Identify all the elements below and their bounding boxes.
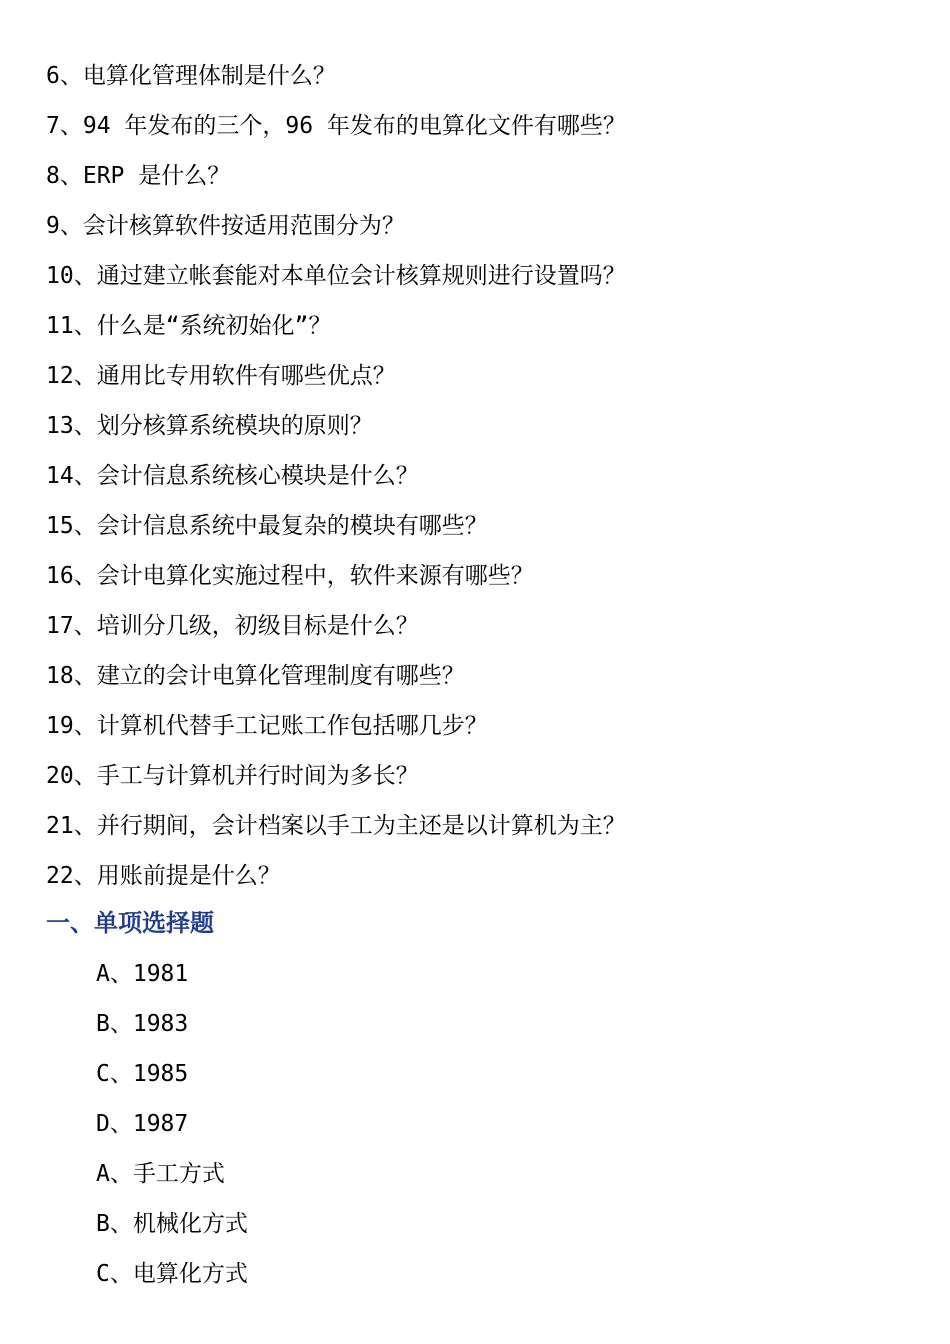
question-item: 6、电算化管理体制是什么？ [46,63,336,89]
question-item: 18、建立的会计电算化管理制度有哪些？ [46,663,465,689]
question-item: 12、通用比专用软件有哪些优点？ [46,363,396,389]
question-item: 19、计算机代替手工记账工作包括哪几步？ [46,713,488,739]
answer-option: B、1983 [96,1011,189,1037]
question-item: 10、通过建立帐套能对本单位会计核算规则进行设置吗？ [46,263,626,289]
question-item: 21、并行期间，会计档案以手工为主还是以计算机为主？ [46,813,626,839]
answer-option: C、电算化方式 [96,1261,248,1287]
section-heading: 一、单项选择题 [46,909,214,937]
question-item: 8、ERP 是什么？ [46,163,231,189]
question-item: 22、用账前提是什么？ [46,863,281,889]
question-item: 17、培训分几级，初级目标是什么？ [46,613,419,639]
answer-option: D、1987 [96,1111,189,1137]
answer-option: A、手工方式 [96,1161,225,1187]
question-item: 13、划分核算系统模块的原则？ [46,413,373,439]
answer-option: A、1981 [96,961,189,987]
question-item: 20、手工与计算机并行时间为多长？ [46,763,419,789]
question-item: 9、会计核算软件按适用范围分为？ [46,213,405,239]
answer-option: C、1985 [96,1061,189,1087]
question-item: 7、94 年发布的三个，96 年发布的电算化文件有哪些？ [46,113,626,139]
question-item: 14、会计信息系统核心模块是什么？ [46,463,419,489]
question-item: 11、什么是“系统初始化”？ [46,313,332,339]
answer-option: B、机械化方式 [96,1211,248,1237]
question-item: 16、会计电算化实施过程中，软件来源有哪些？ [46,563,534,589]
question-item: 15、会计信息系统中最复杂的模块有哪些？ [46,513,488,539]
